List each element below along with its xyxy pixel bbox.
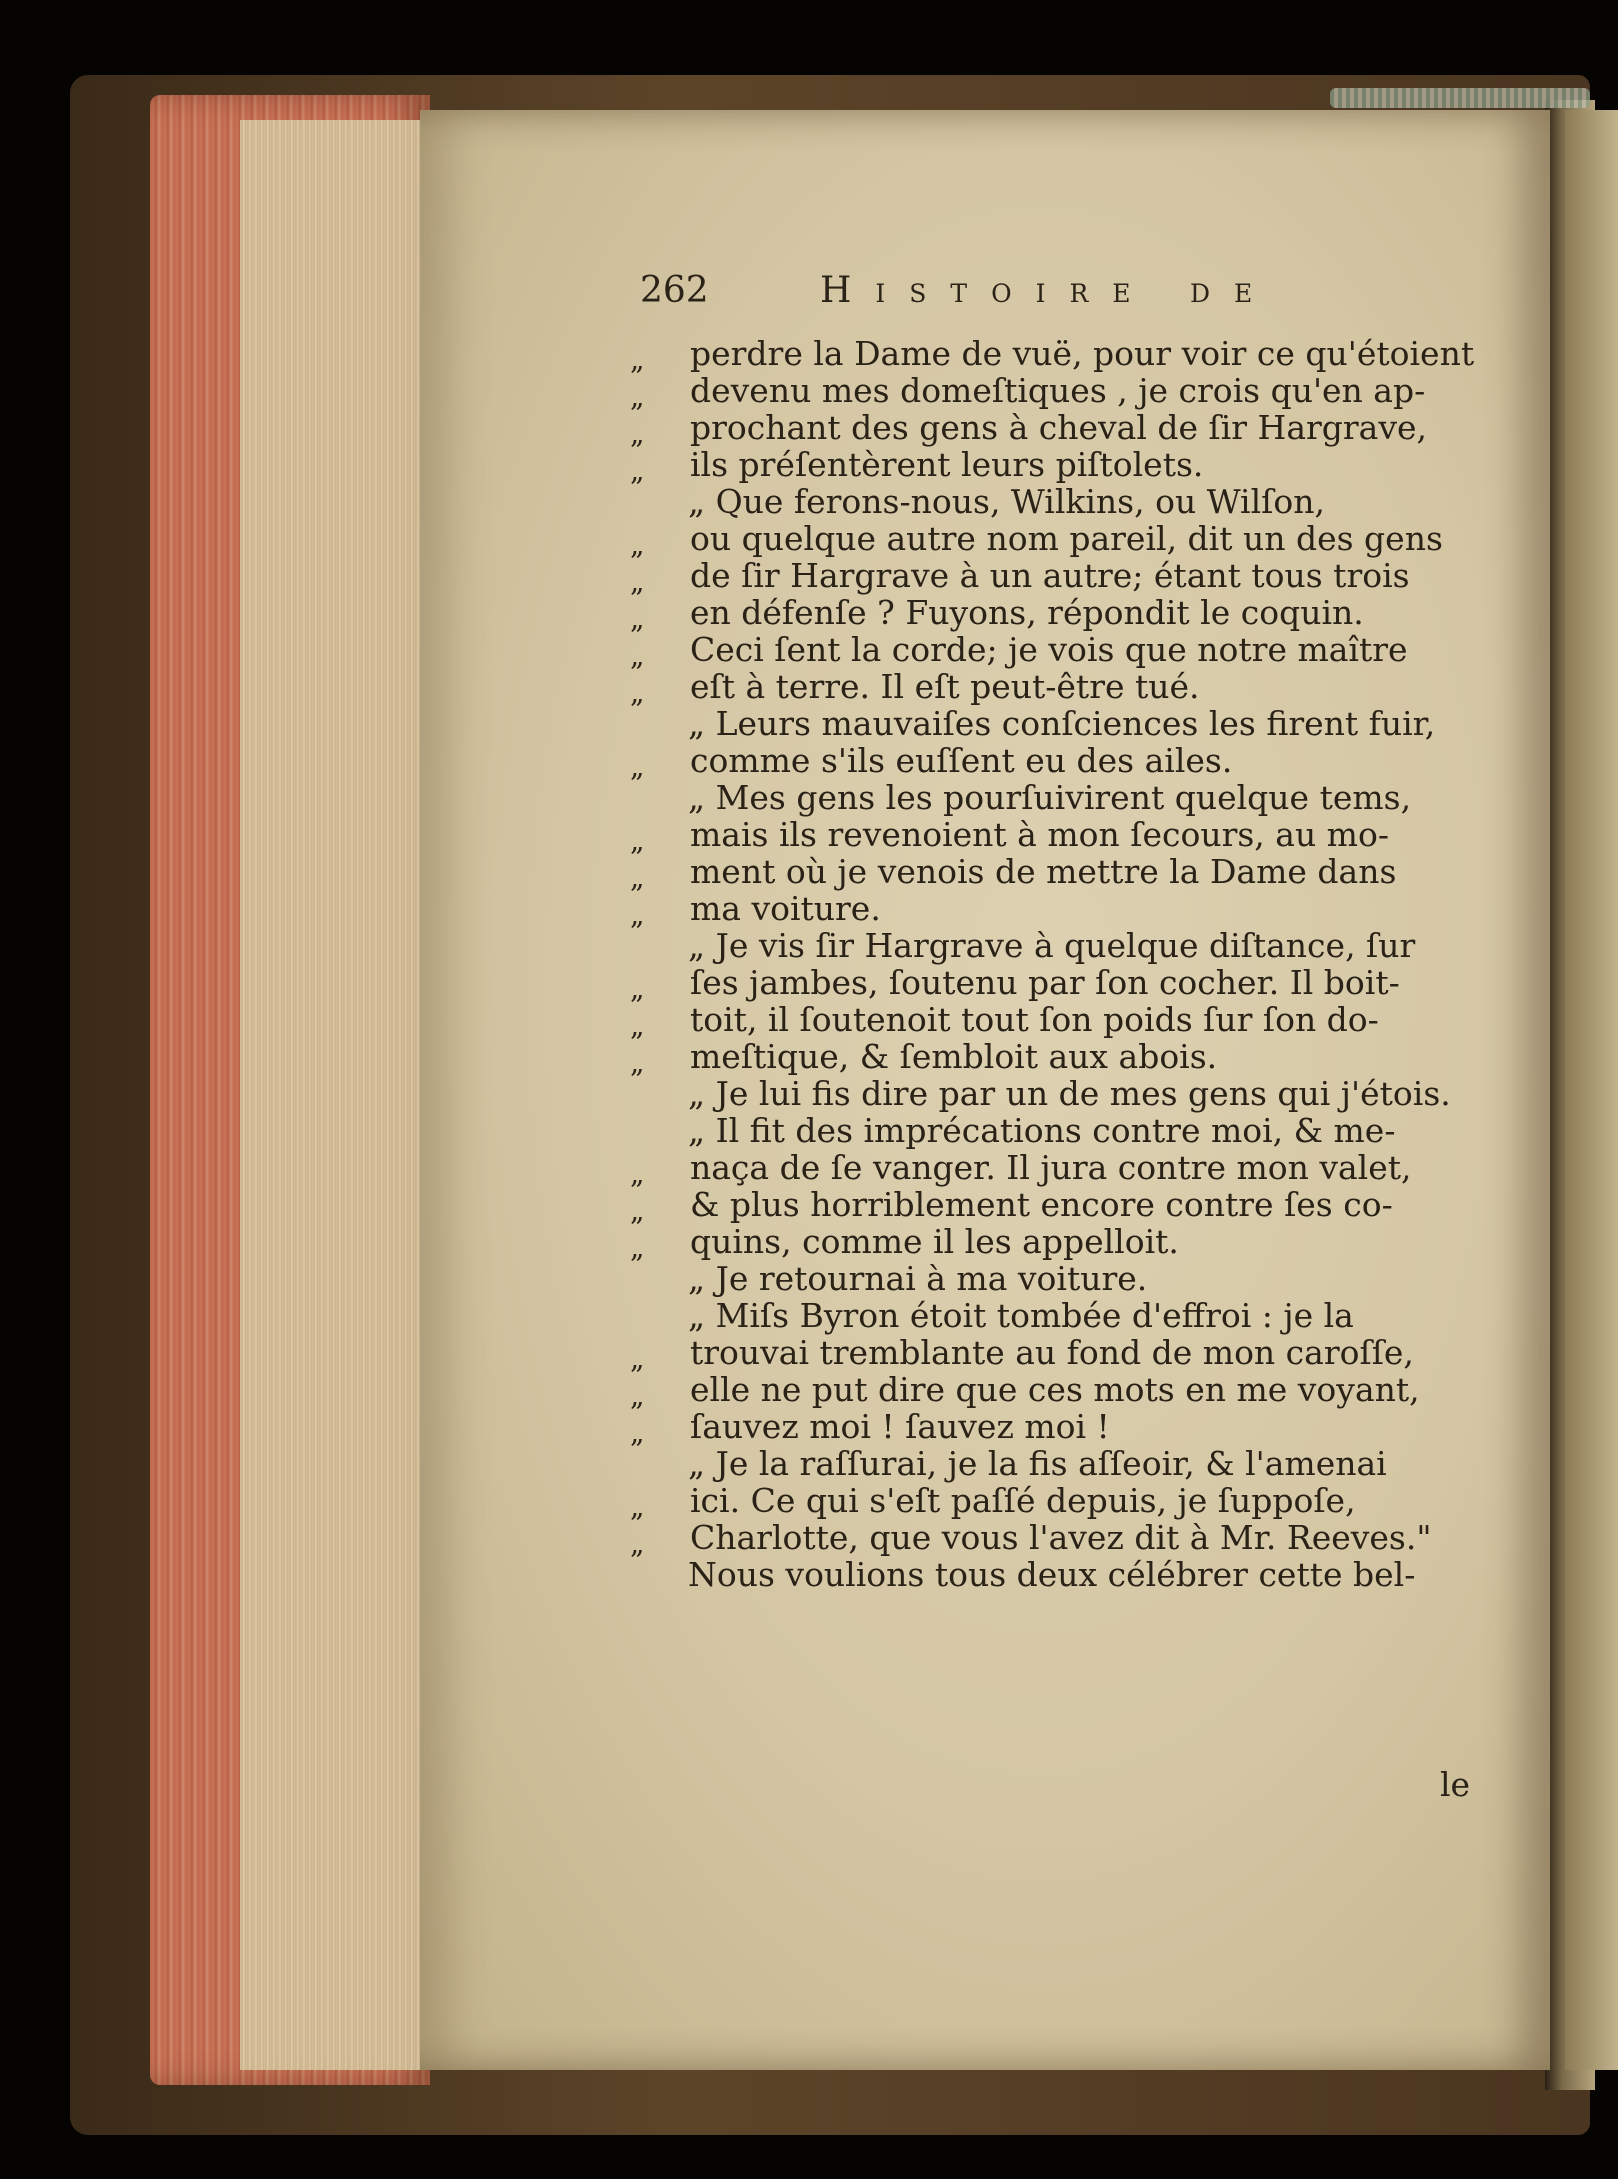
- line-text: en défenſe ? Fuyons, répondit le coquin.: [690, 593, 1364, 632]
- text-line: [630, 1037, 1490, 1079]
- text-line: [630, 1481, 1490, 1523]
- line-text: Ceci ſent la corde; je vois que notre maître: [690, 630, 1408, 669]
- line-text: „ Que ferons-nous, Wilkins, ou Wilſon,: [688, 482, 1325, 521]
- text-line: [640, 1445, 1490, 1482]
- line-text: ils préſentèrent leurs piſtolets.: [690, 445, 1204, 484]
- line-text: quins, comme il les appelloit.: [690, 1222, 1179, 1261]
- line-text: ici. Ce qui s'eſt paſſé depuis, je ſuppoſe,: [690, 1481, 1356, 1520]
- quote-mark: „: [630, 861, 645, 894]
- line-text: Nous voulions tous deux célébrer cette bel-: [688, 1555, 1416, 1594]
- line-text: ou quelque autre nom pareil, dit un des gens: [690, 519, 1443, 558]
- line-text: ſauvez moi ! ſauvez moi !: [690, 1407, 1110, 1446]
- text-line: [630, 889, 1490, 931]
- text-line: [640, 1297, 1490, 1334]
- line-text: naça de ſe vanger. Il jura contre mon valet,: [690, 1148, 1412, 1187]
- text-line: [630, 1000, 1490, 1042]
- quote-mark: „: [630, 1342, 645, 1375]
- quote-mark: „: [630, 1009, 645, 1042]
- quote-mark: „: [630, 528, 645, 561]
- line-text: eſt à terre. Il eſt peut-être tué.: [690, 667, 1200, 706]
- running-head-title: Histoire de: [820, 270, 1277, 311]
- line-text: & plus horriblement encore contre ſes co-: [690, 1185, 1393, 1224]
- quote-mark: „: [630, 750, 645, 783]
- quote-mark: „: [630, 1527, 645, 1560]
- line-text: „ Je la raſſurai, je la fis aſſeoir, & l'amenai: [688, 1444, 1387, 1483]
- quote-mark: „: [630, 1157, 645, 1190]
- text-line: [630, 1407, 1490, 1449]
- page-edges-inner: [240, 120, 440, 2070]
- quote-mark: „: [630, 565, 645, 598]
- text-line: [630, 371, 1490, 413]
- text-line: [630, 593, 1490, 635]
- line-text: „ Mes gens les pourſuivirent quelque tems,: [688, 778, 1412, 817]
- line-text: trouvai tremblante au fond de mon caroſſe,: [690, 1333, 1414, 1372]
- text-line: [630, 519, 1490, 561]
- quote-mark: „: [630, 1490, 645, 1523]
- catchword: le: [1440, 1765, 1471, 1804]
- text-line: [630, 445, 1490, 487]
- text-line: [630, 1518, 1490, 1560]
- line-text: perdre la Dame de vuë, pour voir ce qu'étoient: [690, 334, 1475, 373]
- quote-mark: „: [630, 898, 645, 931]
- line-text: ma voiture.: [690, 889, 881, 928]
- line-text: ment où je venois de mettre la Dame dans: [690, 852, 1397, 891]
- line-text: meſtique, & ſembloit aux abois.: [690, 1037, 1218, 1076]
- quote-mark: „: [630, 602, 645, 635]
- line-text: mais ils revenoient à mon ſecours, au mo-: [690, 815, 1389, 854]
- quote-mark: „: [630, 417, 645, 450]
- quote-mark: „: [630, 972, 645, 1005]
- text-line: [630, 334, 1490, 376]
- text-line: [630, 1370, 1490, 1412]
- quote-mark: „: [630, 676, 645, 709]
- line-text: „ Je lui fis dire par un de mes gens qui j'étois.: [688, 1074, 1451, 1113]
- quote-mark: „: [630, 380, 645, 413]
- line-text: „ Miſs Byron étoit tombée d'effroi : je la: [688, 1296, 1354, 1335]
- line-text: devenu mes domeſtiques , je crois qu'en ap-: [690, 371, 1426, 410]
- running-head: [640, 270, 1520, 320]
- line-text: ſes jambes, ſoutenu par ſon cocher. Il boit-: [690, 963, 1400, 1002]
- text-line: [630, 1185, 1490, 1227]
- text-line: [630, 741, 1490, 783]
- text-line: [640, 1556, 1490, 1593]
- text-line: [630, 556, 1490, 598]
- text-line: [630, 408, 1490, 450]
- text-line: [640, 483, 1490, 520]
- text-line: [630, 1333, 1490, 1375]
- line-text: „ Je vis ſir Hargrave à quelque diſtance, ſur: [688, 926, 1416, 965]
- line-text: „ Je retournai à ma voiture.: [688, 1259, 1148, 1298]
- text-line: [630, 1148, 1490, 1190]
- line-text: elle ne put dire que ces mots en me voyant,: [690, 1370, 1420, 1409]
- line-text: comme s'ils euſſent eu des ailes.: [690, 741, 1233, 780]
- quote-mark: „: [630, 1379, 645, 1412]
- quote-mark: „: [630, 1194, 645, 1227]
- text-line: [640, 1112, 1490, 1149]
- text-line: [630, 667, 1490, 709]
- quote-mark: „: [630, 824, 645, 857]
- line-text: „ Leurs mauvaiſes conſciences les firent fuir,: [688, 704, 1436, 743]
- quote-mark: „: [630, 343, 645, 376]
- line-text: Charlotte, que vous l'avez dit à Mr. Reeves.": [690, 1518, 1432, 1557]
- opposite-page: [1565, 110, 1618, 2070]
- quote-mark: „: [630, 1416, 645, 1449]
- text-line: [630, 1222, 1490, 1264]
- line-text: toit, il ſoutenoit tout ſon poids ſur ſon do-: [690, 1000, 1379, 1039]
- line-text: „ Il fit des imprécations contre moi, & me-: [688, 1111, 1396, 1150]
- text-block: [630, 334, 1490, 1594]
- line-text: de ſir Hargrave à un autre; étant tous trois: [690, 556, 1410, 595]
- quote-mark: „: [630, 1231, 645, 1264]
- text-line: [640, 1075, 1490, 1112]
- line-text: prochant des gens à cheval de ſir Hargrave,: [690, 408, 1428, 447]
- page-number: 262: [640, 270, 709, 311]
- text-line: [640, 779, 1490, 816]
- text-line: [630, 815, 1490, 857]
- text-line: [630, 852, 1490, 894]
- text-line: [640, 927, 1490, 964]
- headband: [1330, 88, 1590, 108]
- text-line: [630, 963, 1490, 1005]
- text-line: [640, 705, 1490, 742]
- text-line: [640, 1260, 1490, 1297]
- text-line: [630, 630, 1490, 672]
- quote-mark: „: [630, 639, 645, 672]
- quote-mark: „: [630, 454, 645, 487]
- quote-mark: „: [630, 1046, 645, 1079]
